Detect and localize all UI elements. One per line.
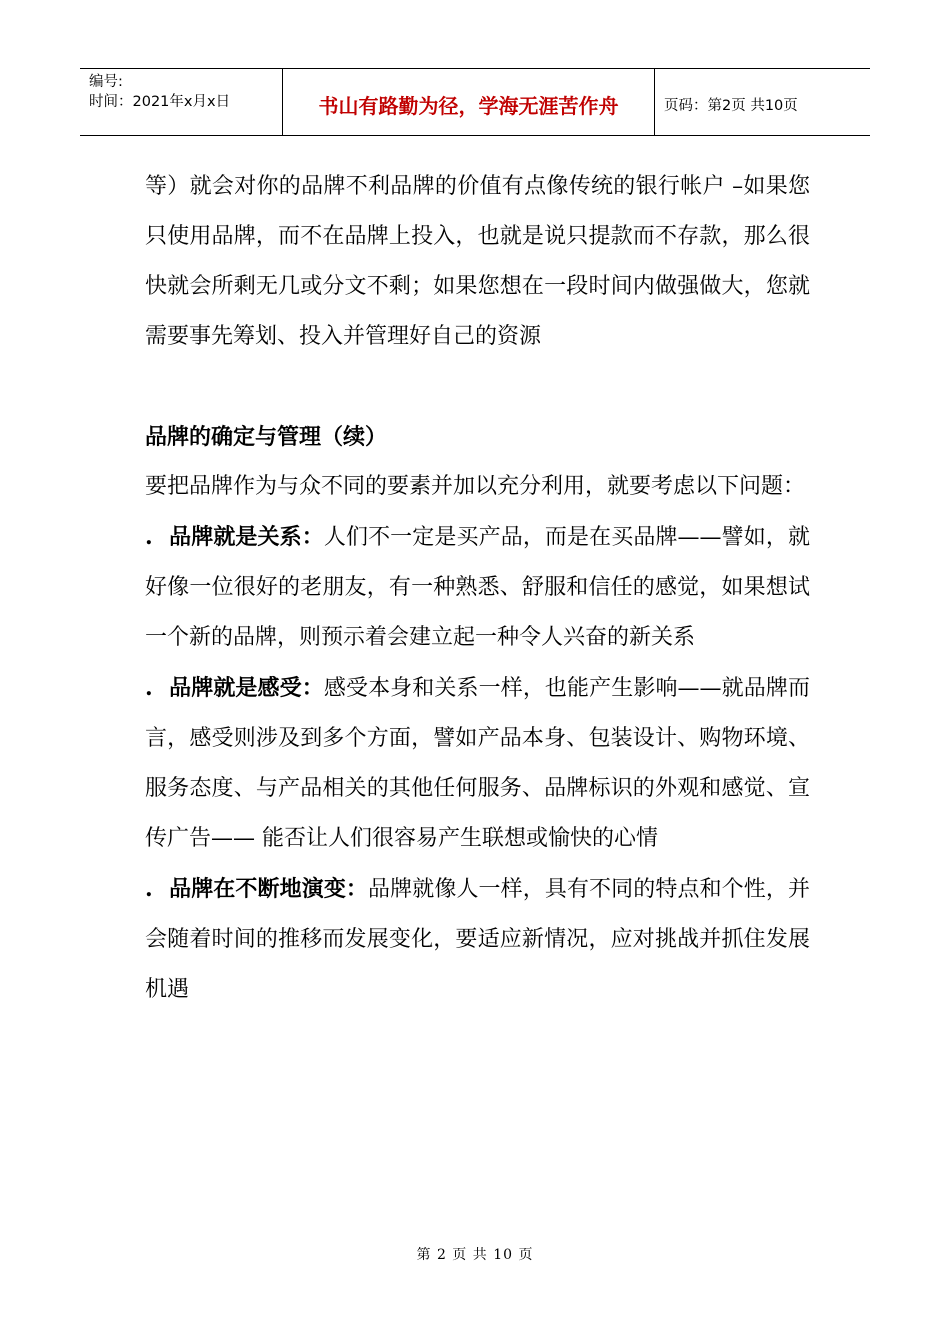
bullet-term: 品牌就是关系： [169, 524, 324, 550]
header-meta [80, 69, 282, 135]
paragraph-gap [145, 362, 810, 412]
bullet-mark: . [145, 876, 153, 902]
header-page-info: 页码：第2页 共10页 [664, 97, 798, 114]
intro-paragraph: 等）就会对你的品牌不利品牌的价值有点像传统的银行帐户 –如果您只使用品牌，而不在品牌上投入，也就是说只提款而不存款，那么很快就会所剩无几或分文不剩；如果您想在一段时间内做强做大，您就需要事先筹划、投入并管理好自己的资源 [145, 174, 810, 349]
header-motto: 书山有路勤为径，学海无涯苦作舟 [282, 69, 655, 135]
document-time: 时间：2021年x月x日 [89, 94, 231, 110]
bullet-text: 品牌就像人一样，具有不同的特点和个性，并会随着时间的推移而发展变化，要适应新情况，应对挑战并抓住发展机遇 [145, 877, 810, 1002]
bullet-mark: . [145, 675, 153, 701]
document-body [145, 162, 810, 1015]
bullet-term: 品牌就是感受： [169, 675, 324, 701]
bullet-term: 品牌在不断地演变： [169, 876, 369, 902]
bullet-item-evolution [145, 864, 810, 1015]
bullet-item-feeling [145, 663, 810, 864]
bullet-item-relationship [145, 512, 810, 663]
page-header [80, 68, 870, 136]
bullet-text: 感受本身和关系一样，也能产生影响——就品牌而言，感受则涉及到多个方面，譬如产品本身、包装设计、购物环境、服务态度、与产品相关的其他任何服务、品牌标识的外观和感觉、宣传广告—— 能否让人们很容易产生联想或愉快的心情 [145, 676, 810, 851]
section-intro: 要把品牌作为与众不同的要素并加以充分利用，就要考虑以下问题： [145, 474, 806, 499]
page-footer: 第 2 页 共 10 页 [416, 1247, 534, 1263]
bullet-mark: . [145, 524, 153, 550]
bullet-text: 人们不一定是买产品，而是在买品牌——譬如，就好像一位很好的老朋友，有一种熟悉、舒服和信任的感觉，如果想试一个新的品牌，则预示着会建立起一种令人兴奋的新关系 [145, 525, 810, 650]
section-heading: 品牌的确定与管理（续） [145, 424, 388, 450]
document-number-label: 编号: [89, 74, 123, 90]
